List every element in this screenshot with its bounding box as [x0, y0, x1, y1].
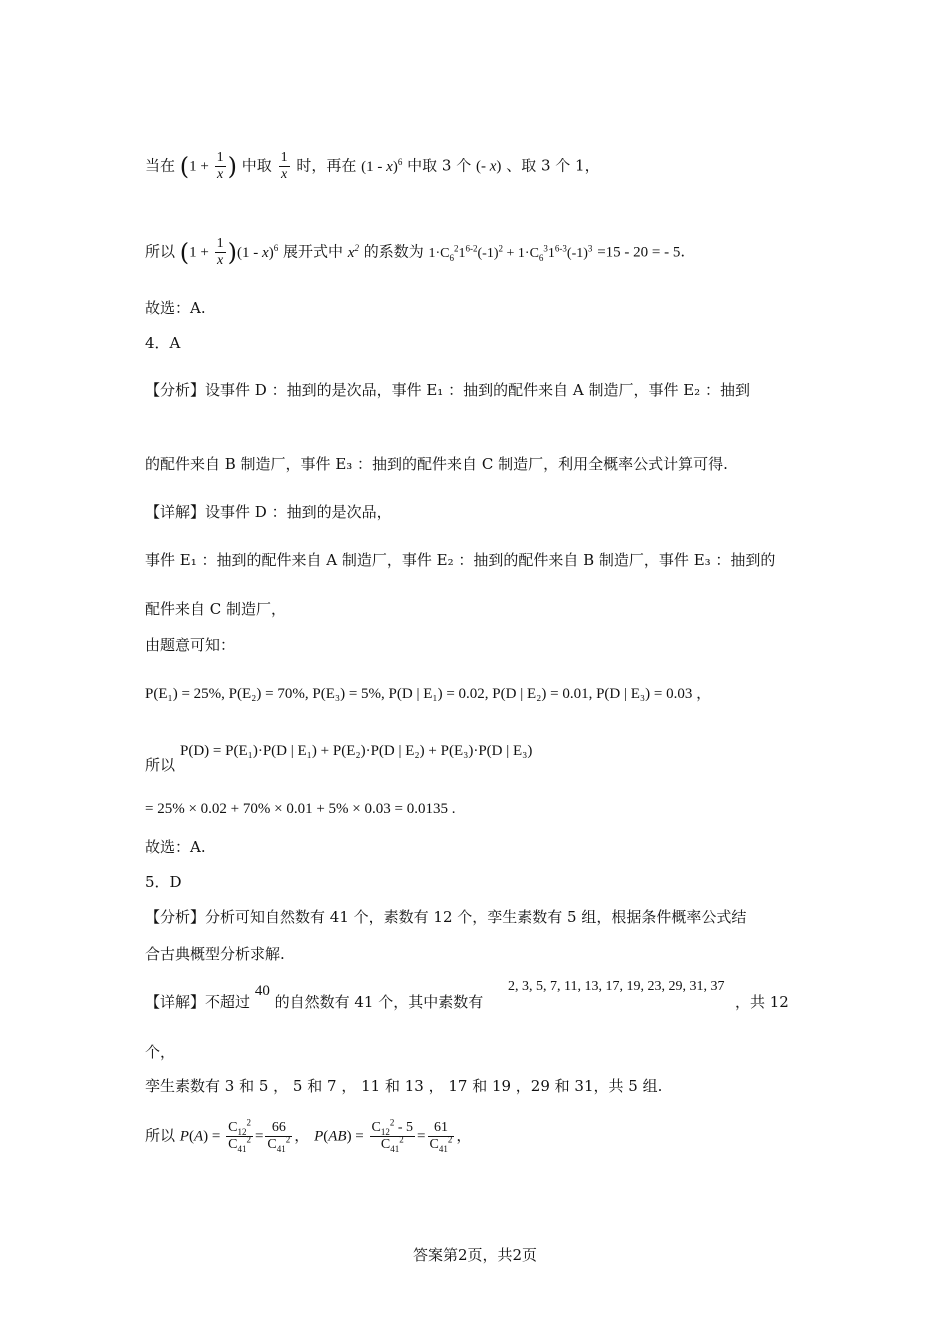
text: 的系数为: [363, 242, 424, 261]
text: 当在: [145, 156, 176, 175]
math: $x^2$: [347, 242, 359, 261]
math: 40: [254, 983, 270, 999]
text: 展开式中: [282, 242, 343, 261]
detail-4-so: 所以: [145, 756, 176, 774]
math: 1 +: [189, 244, 213, 261]
text: 所以: [145, 1126, 176, 1145]
text: 中取 3 个: [407, 156, 472, 175]
analysis-4-line-1: [145, 380, 750, 400]
tag: 【详解】: [145, 993, 206, 1011]
analysis-5-line-2: 合古典概型分析求解.: [145, 945, 285, 963]
detail-4-line-2: 事件 E₁ ：抽到的配件来自 A 制造厂，事件 E₂ ：抽到的配件来自 B 制造厂，事件 E₃ ：抽到的: [145, 551, 776, 569]
paren: (: [179, 152, 190, 181]
detail-5-line-4: 所以 P(A) = $\frac{C_{12}^2}{C_{41}^2}$ = $\frac{66}{C_{41}^2}$ ， P(AB) = $\frac{C_{12}^2 - 5}{C_{41}^2}$ = $\frac{61}{C_{41}^2}$ ，: [145, 1117, 472, 1154]
paren: ): [227, 238, 238, 267]
tag: 【分析】: [145, 381, 206, 399]
conclusion-3: 故选：A.: [145, 299, 206, 317]
detail-5-line-2: 个，: [145, 1043, 176, 1061]
math: (1 - x)$^6$: [237, 242, 279, 261]
paren: ): [227, 152, 238, 181]
detail-5-count: ，共 12: [735, 993, 789, 1011]
question-4-answer: 4．A: [145, 334, 181, 352]
conclusion-4: 故选：A.: [145, 838, 206, 856]
text: 分析可知自然数有 41 个，素数有 12 个，孪生素数有 5 组，根据条件概率公式结: [205, 908, 747, 926]
fraction: $\frac{1}{x}$: [216, 236, 224, 268]
tag: 【详解】: [145, 503, 206, 521]
math: (1 - x)$^6$: [361, 156, 403, 175]
analysis-5-line-1: [145, 907, 746, 927]
fraction: $\frac{1}{x}$: [216, 150, 224, 182]
detail-4-equation-2: P(D) = P(E₁)·P(D | E₁) + P(E₂)·P(D | E₂) + P(E₃)·P(D | E₃): [180, 743, 533, 759]
text: 时，再在: [296, 156, 357, 175]
paren: (: [179, 238, 190, 267]
text: 、取 3 个 1，: [506, 156, 600, 175]
text: 的自然数有 41 个，其中素数有: [274, 993, 484, 1011]
math: 1 +: [189, 158, 213, 175]
tag: 【分析】: [145, 908, 206, 926]
math-result: =15 - 20 = - 5: [597, 244, 681, 261]
detail-5-primes: 2, 3, 5, 7, 11, 13, 17, 19, 23, 29, 31, 37: [508, 979, 725, 994]
line-take-terms: [145, 150, 600, 183]
text: 所以: [145, 242, 176, 261]
math: $1\cdot C_6^21^{6-2}(-1)^2 + 1\cdot C_6^31^{6-3}(-1)^3$: [428, 242, 593, 263]
detail-5-line-1: [145, 983, 484, 1013]
fraction: $\frac{C_{12}^2}{C_{41}^2}$: [228, 1117, 251, 1154]
detail-4-line-1: [145, 502, 392, 522]
math-pab: P(AB) =: [314, 1128, 368, 1145]
question-5-answer: 5．D: [145, 873, 182, 891]
detail-5-line-3: 孪生素数有 3 和 5 ， 5 和 7 ， 11 和 13 ， 17 和 19 ，29 和 31，共 5 组.: [145, 1077, 663, 1095]
fraction: $\frac{1}{x}$: [280, 150, 288, 182]
fraction: $\frac{61}{C_{41}^2}$: [429, 1120, 453, 1154]
fraction: $\frac{C_{12}^2 - 5}{C_{41}^2}$: [371, 1117, 414, 1154]
fraction: $\frac{66}{C_{41}^2}$: [267, 1120, 291, 1154]
analysis-4-line-2: 的配件来自 B 制造厂，事件 E₃ ：抽到的配件来自 C 制造厂，利用全概率公式计算可得.: [145, 455, 728, 473]
text: 不超过: [205, 993, 251, 1011]
text: 设事件 D ：抽到的是次品，事件 E₁ ：抽到的配件来自 A 制造厂，事件 E₂ ：抽到: [205, 381, 750, 399]
detail-4-equation-1: P(E₁) = 25%, P(E₂) = 70%, P(E₃) = 5%, P(D | E₁) = 0.02, P(D | E₂) = 0.01, P(D | E₃) = 0.03 ，: [145, 686, 712, 702]
text: 中取: [241, 156, 272, 175]
detail-4-line-3: 配件来自 C 制造厂，: [145, 600, 287, 618]
text: 设事件 D ：抽到的是次品，: [205, 503, 392, 521]
math: (- x): [476, 158, 502, 175]
page-footer: 答案第2页，共2页: [412, 1246, 538, 1264]
math-pa: P(A) =: [179, 1128, 225, 1145]
line-coefficient: 所以 (1 + $\frac{1}{x}$ )(1 - x)$^6$ 展开式中 $x^2$ 的系数为 $1\cdot C_6^21^{6-2}(-1)^2 + 1\cdot C_6^31^{6-3}(-1)^3 =15 - 20$ = - 5.: [145, 236, 686, 268]
detail-4-line-4: 由题意可知：: [145, 636, 236, 654]
detail-4-equation-3: = 25% × 0.02 + 70% × 0.01 + 5% × 0.03 = 0.0135 .: [145, 801, 456, 817]
